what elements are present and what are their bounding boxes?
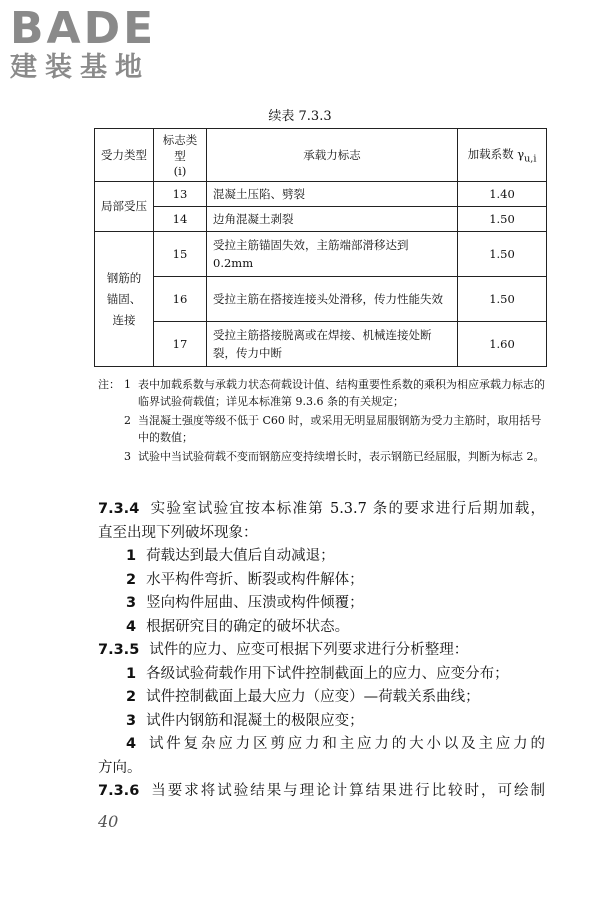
- load-coef: 1.50: [458, 232, 547, 277]
- table-row: [95, 322, 547, 367]
- item-text: 试件复杂应力区剪应力和主应力的大小以及主应力的: [146, 736, 545, 752]
- load-coef: 1.50: [458, 277, 547, 322]
- item-text: 根据研究目的确定的破坏状态。: [146, 618, 350, 635]
- mark-desc: 受拉主筋在搭接连接头处滑移，传力性能失效: [207, 277, 458, 322]
- note-num: 1: [124, 378, 131, 391]
- item-number: 4: [126, 736, 137, 752]
- list-item: [98, 710, 545, 734]
- item-text-cont: 方向。: [98, 759, 142, 776]
- mark-code: 15: [154, 232, 207, 277]
- clause-text-cont: 直至出现下列破坏现象：: [98, 524, 258, 541]
- item-text: 水平构件弯折、断裂或构件解体；: [146, 571, 364, 588]
- bade-logo: [10, 3, 157, 84]
- item-text: 荷载达到最大值后自动减退；: [146, 548, 335, 564]
- list-item: [98, 616, 545, 640]
- item-number: 1: [126, 548, 137, 564]
- item-number: 3: [126, 595, 137, 611]
- note-item: [98, 448, 550, 465]
- list-item: [98, 733, 545, 757]
- list-item: [98, 663, 545, 687]
- clause-7-3-4: [98, 498, 545, 522]
- load-coef: 1.60: [458, 322, 547, 367]
- mark-desc: 受拉主筋搭接脱离或在焊接、机械连接处断裂，传力中断: [207, 322, 458, 367]
- note-text: 当混凝土强度等级不低于 C60 时，或采用无明显屈服钢筋为受力主筋时，取用括号中的数值；: [138, 414, 542, 444]
- load-coef: 1.50: [458, 207, 547, 232]
- force-type-line: 钢筋的: [106, 270, 142, 285]
- note-text: 表中加载系数与承载力状态荷载设计值、结构重要性系数的乘积为相应承载力标志的临界试验荷载值；详见本标准第 9.3.6 条的有关规定；: [138, 378, 545, 408]
- note-item: [98, 376, 550, 410]
- note-text: 试验中当试验荷载不变而钢筋应变持续增长时，表示钢筋已经屈服，判断为标志 2。: [138, 450, 545, 463]
- header-mark-type-label: 标志类型: [162, 133, 198, 163]
- clause-text: 实验室试验宜按本标准第 5.3.7 条的要求进行后期加载，: [149, 501, 545, 517]
- mark-code: 13: [154, 182, 207, 207]
- logo-subtitle: 建装基地: [10, 52, 150, 83]
- table-row: [95, 232, 547, 277]
- mark-code: 16: [154, 277, 207, 322]
- note-num: 2: [124, 414, 131, 427]
- clause-text: 当要求将试验结果与理论计算结果进行比较时，可绘制: [149, 783, 545, 799]
- clause-number: 7.3.4: [98, 501, 140, 517]
- clause-text: 试件的应力、应变可根据下列要求进行分析整理：: [149, 642, 469, 658]
- table-row: [95, 182, 547, 207]
- page-number: 40: [98, 812, 119, 831]
- list-item: [98, 592, 545, 616]
- table-row: [95, 207, 547, 232]
- body-text: [98, 498, 545, 804]
- item-number: 1: [126, 665, 137, 682]
- load-coef: 1.40: [458, 182, 547, 207]
- mark-code: 17: [154, 322, 207, 367]
- mark-code: 14: [154, 207, 207, 232]
- table-title: 续表 7.3.3: [268, 109, 332, 124]
- item-number: 4: [126, 618, 137, 635]
- mark-desc: 受拉主筋锚固失效，主筋端部滑移达到 0.2mm: [207, 232, 458, 277]
- item-text: 竖向构件屈曲、压溃或构件倾覆；: [146, 595, 364, 611]
- header-mark-type-sub: (i): [173, 164, 187, 178]
- list-item: [98, 686, 545, 710]
- header-coef-sub: u,i: [524, 153, 537, 165]
- item-text: 试件控制截面上最大应力（应变）—荷载关系曲线；: [146, 689, 480, 705]
- logo-wordmark: BADE: [10, 3, 157, 54]
- clause-number: 7.3.6: [98, 783, 140, 799]
- item-text: 各级试验荷载作用下试件控制截面上的应力、应变分布；: [146, 665, 509, 682]
- item-number: 3: [126, 712, 137, 729]
- clause-7-3-5: [98, 639, 545, 663]
- item-text: 试件内钢筋和混凝土的极限应变；: [146, 712, 364, 729]
- note-num: 3: [124, 450, 131, 463]
- mark-desc: 混凝土压陷、劈裂: [207, 182, 458, 207]
- list-item: [98, 569, 545, 593]
- note-item: [98, 412, 550, 446]
- header-mark-type: [154, 129, 207, 182]
- mark-desc: 边角混凝土剥裂: [207, 207, 458, 232]
- header-coef-label: 加载系数 γ: [467, 146, 525, 161]
- note-prefix: 注：: [98, 378, 120, 391]
- header-force-type: 受力类型: [95, 129, 154, 182]
- list-item: [98, 545, 545, 569]
- clause-7-3-6: [98, 780, 545, 804]
- header-mark: 承载力标志: [207, 129, 458, 182]
- force-type-line: 连接: [112, 312, 136, 327]
- header-coef: [458, 129, 547, 182]
- table-row: [95, 277, 547, 322]
- item-number: 2: [126, 571, 137, 588]
- table-notes: [98, 376, 550, 467]
- force-type-line: 锚固、: [106, 291, 142, 306]
- item-number: 2: [126, 689, 137, 705]
- clause-number: 7.3.5: [98, 642, 140, 658]
- force-type-anchorage: [95, 232, 154, 367]
- table-header-row: [95, 129, 547, 182]
- force-type-local-compression: 局部受压: [95, 182, 154, 232]
- load-coefficient-table: [94, 128, 547, 367]
